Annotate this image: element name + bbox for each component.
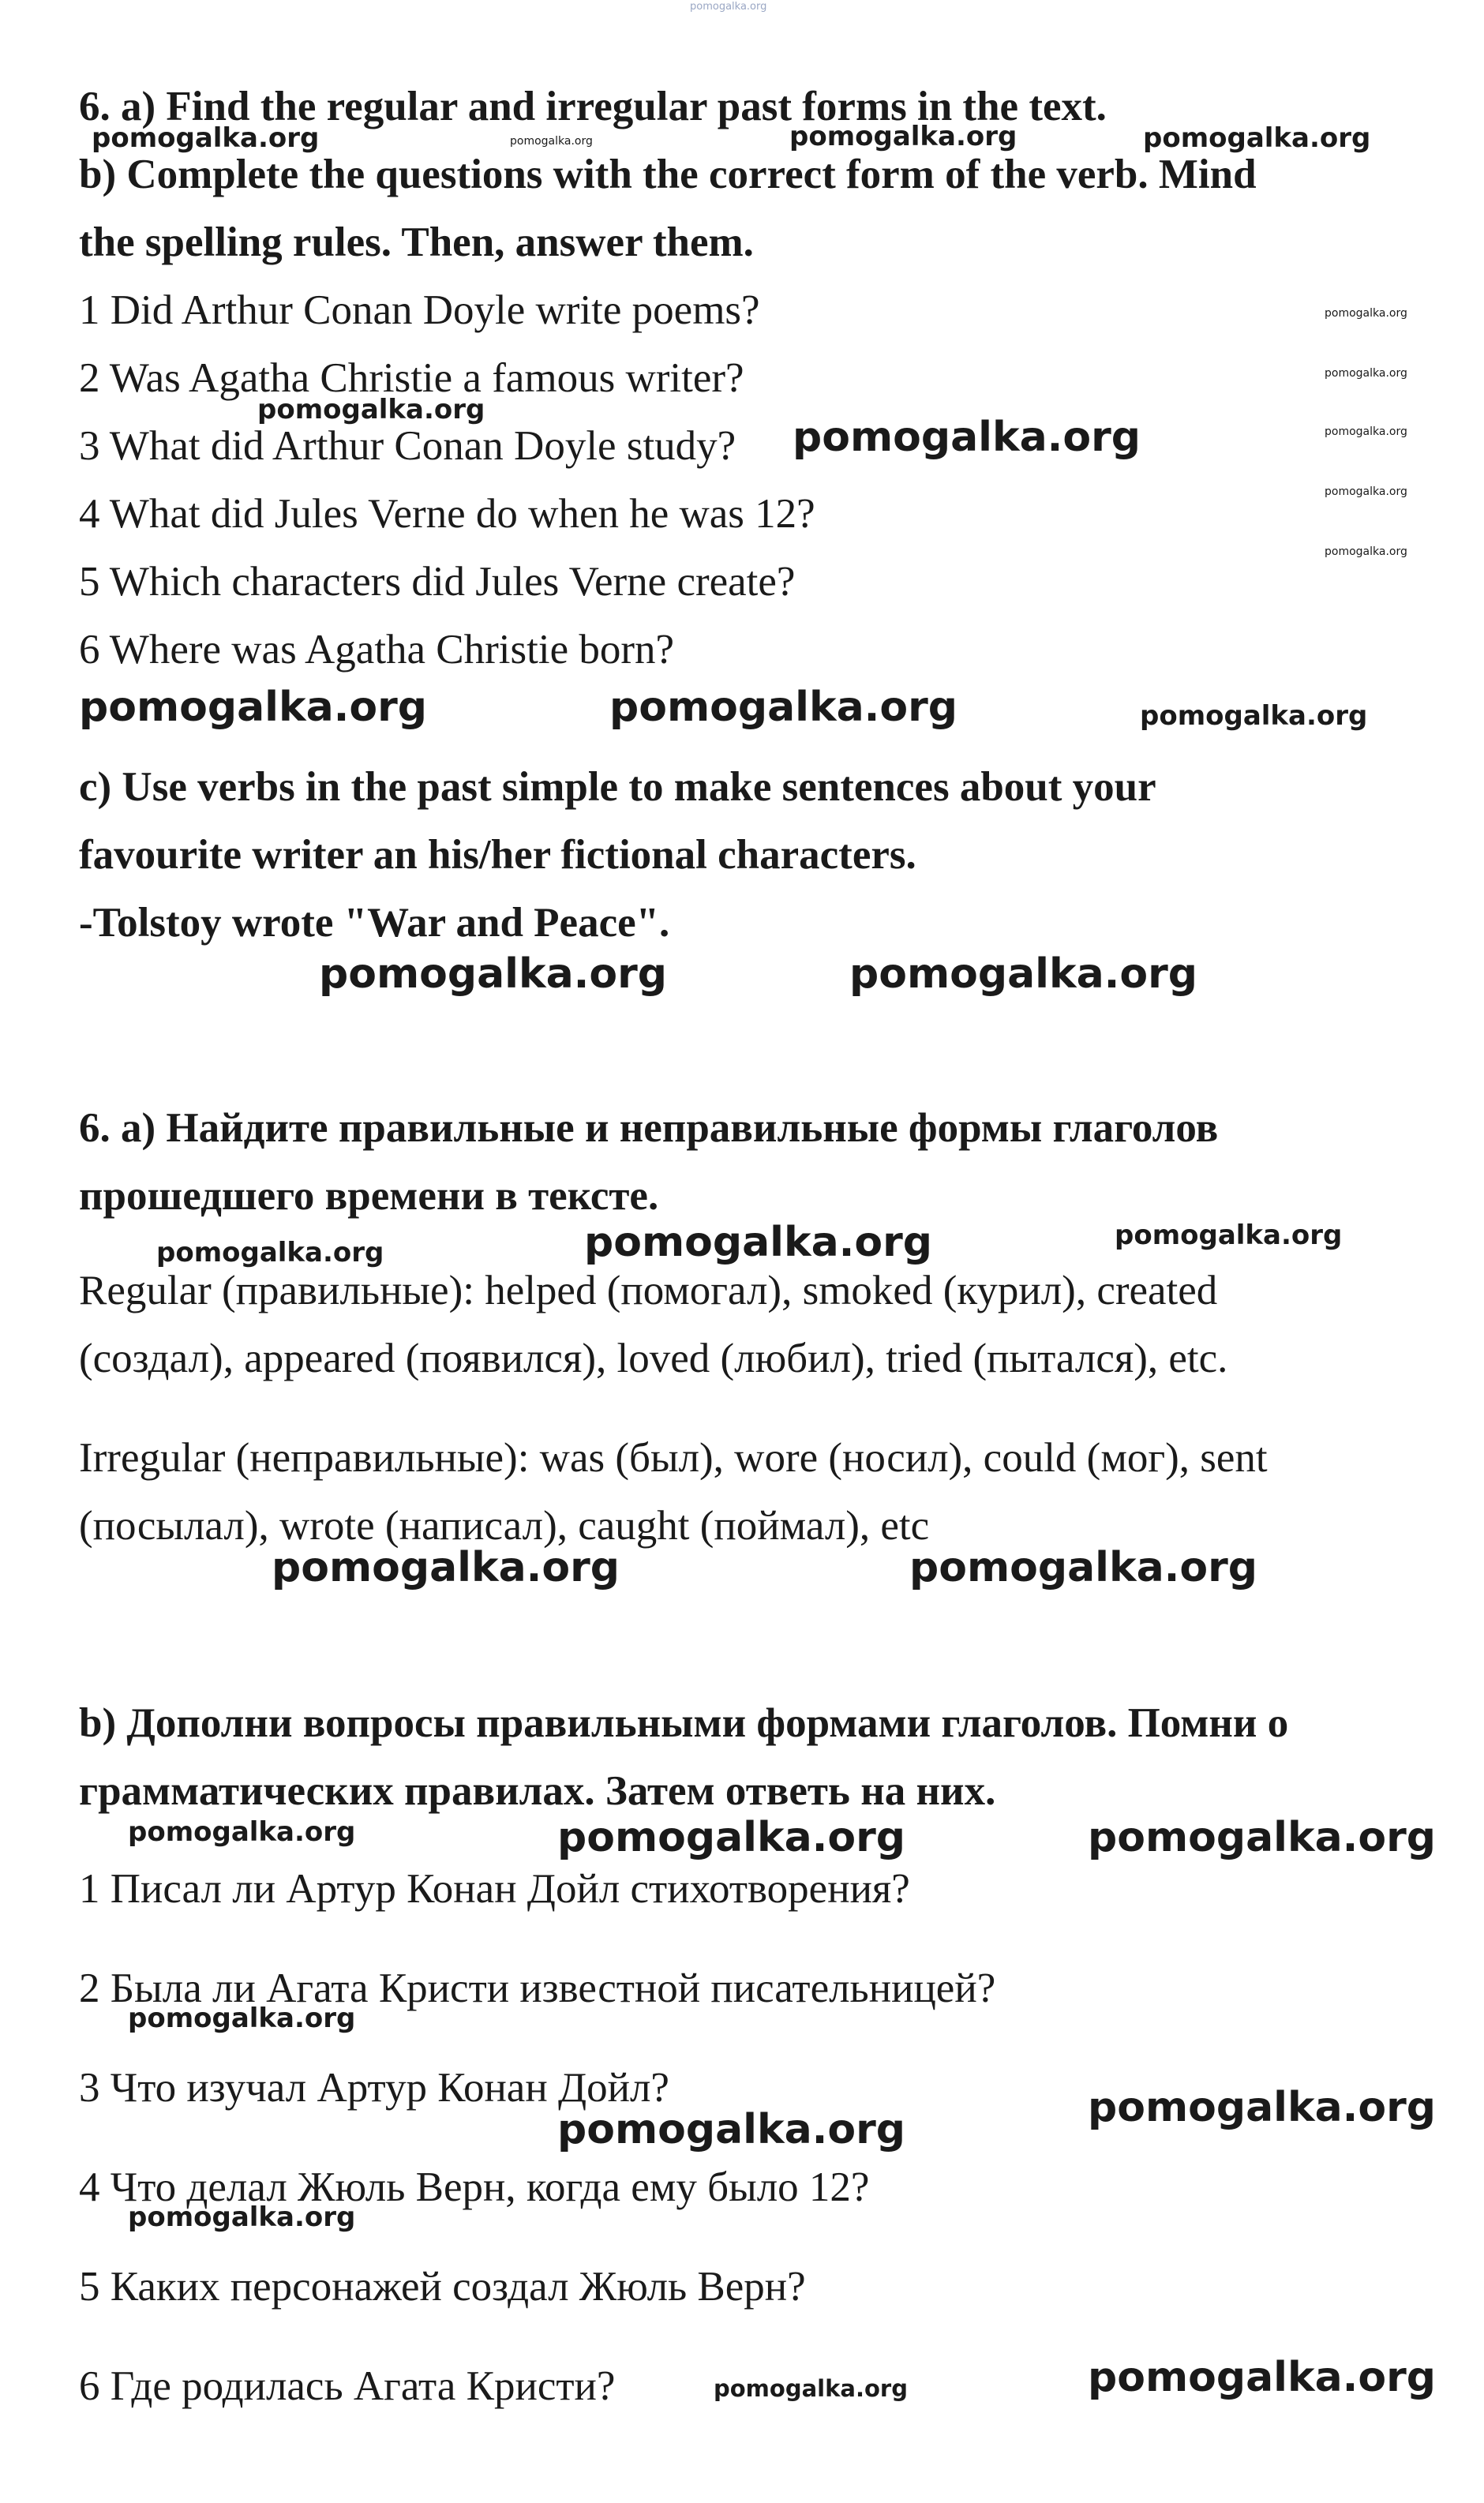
watermark: pomogalka.org <box>789 121 1017 152</box>
exercise-en-heading-c-line1: c) Use verbs in the past simple to make sentences about your <box>79 764 1156 810</box>
exercise-ru-irregular-line2: (посылал), wrote (написал), caught (поймал), etc <box>79 1503 930 1549</box>
watermark: pomogalka.org <box>609 684 958 731</box>
exercise-en-question: 6 Where was Agatha Christie born? <box>79 627 675 673</box>
watermark: pomogalka.org <box>128 2201 356 2233</box>
watermark: pomogalka.org <box>128 2003 356 2034</box>
watermark: pomogalka.org <box>1088 1814 1437 1861</box>
exercise-en-question: 5 Which characters did Jules Verne create? <box>79 559 796 605</box>
watermark: pomogalka.org <box>319 950 668 998</box>
watermark: pomogalka.org <box>510 135 593 148</box>
watermark: pomogalka.org <box>1325 367 1407 380</box>
watermark: pomogalka.org <box>1115 1220 1343 1251</box>
exercise-en-question: 2 Was Agatha Christie a famous writer? <box>79 355 744 401</box>
exercise-ru-question: 6 Где родилась Агата Кристи? <box>79 2363 616 2409</box>
watermark: pomogalka.org <box>909 1544 1258 1591</box>
exercise-en-question: 3 What did Arthur Conan Doyle study? <box>79 423 736 469</box>
watermark: pomogalka.org <box>714 2375 908 2402</box>
watermark: pomogalka.org <box>1325 485 1407 498</box>
watermark: pomogalka.org <box>849 950 1198 998</box>
exercise-ru-question: 2 Была ли Агата Кристи известной писательницей? <box>79 1965 996 2011</box>
watermark: pomogalka.org <box>128 1816 356 1848</box>
watermark: pomogalka.org <box>257 394 485 425</box>
exercise-ru-heading-a-line2: прошедшего времени в тексте. <box>79 1173 659 1219</box>
exercise-ru-heading-a-line1: 6. a) Найдите правильные и неправильные формы глаголов <box>79 1105 1219 1151</box>
exercise-ru-heading-b-line1: b) Дополни вопросы правильными формами глаголов. Помни о <box>79 1700 1289 1746</box>
exercise-ru-question: 5 Каких персонажей создал Жюль Верн? <box>79 2264 806 2310</box>
exercise-ru-regular-line1: Regular (правильные): helped (помогал), smoked (курил), created <box>79 1268 1218 1313</box>
watermark: pomogalka.org <box>557 1814 906 1861</box>
exercise-ru-question: 4 Что делал Жюль Верн, когда ему было 12? <box>79 2164 870 2210</box>
watermark: pomogalka.org <box>272 1544 620 1591</box>
watermark: pomogalka.org <box>1140 700 1368 732</box>
exercise-en-heading-b-line2: the spelling rules. Then, answer them. <box>79 219 754 265</box>
watermark: pomogalka.org <box>1143 122 1371 154</box>
watermark: pomogalka.org <box>1088 2084 1437 2131</box>
exercise-en-question: 1 Did Arthur Conan Doyle write poems? <box>79 287 760 333</box>
exercise-en-question: 4 What did Jules Verne do when he was 12? <box>79 491 815 537</box>
watermark: pomogalka.org <box>156 1237 384 1268</box>
exercise-ru-question: 1 Писал ли Артур Конан Дойл стихотворения? <box>79 1866 910 1912</box>
exercise-en-example: -Tolstoy wrote "War and Peace". <box>79 900 670 946</box>
watermark: pomogalka.org <box>557 2106 906 2153</box>
exercise-en-heading-c-line2: favourite writer an his/her fictional characters. <box>79 832 916 878</box>
exercise-en-heading-b-line1: b) Complete the questions with the correct form of the verb. Mind <box>79 152 1257 197</box>
watermark: pomogalka.org <box>79 684 428 731</box>
exercise-ru-regular-line2: (создал), appeared (появился), loved (любил), tried (пытался), etc. <box>79 1336 1228 1381</box>
watermark: pomogalka.org <box>92 122 320 154</box>
watermark: pomogalka.org <box>1325 307 1407 320</box>
exercise-ru-question: 3 Что изучал Артур Конан Дойл? <box>79 2065 669 2111</box>
watermark: pomogalka.org <box>793 414 1141 461</box>
exercise-ru-irregular-line1: Irregular (неправильные): was (был), wore (носил), could (мог), sent <box>79 1435 1268 1481</box>
watermark: pomogalka.org <box>584 1219 933 1266</box>
exercise-en-heading-a: 6. a) Find the regular and irregular past forms in the text. <box>79 84 1107 129</box>
watermark: pomogalka.org <box>1325 545 1407 558</box>
watermark: pomogalka.org <box>1088 2354 1437 2401</box>
watermark: pomogalka.org <box>1325 425 1407 438</box>
watermark-top: pomogalka.org <box>690 1 767 13</box>
exercise-ru-heading-b-line2: грамматических правилах. Затем ответь на них. <box>79 1768 996 1814</box>
